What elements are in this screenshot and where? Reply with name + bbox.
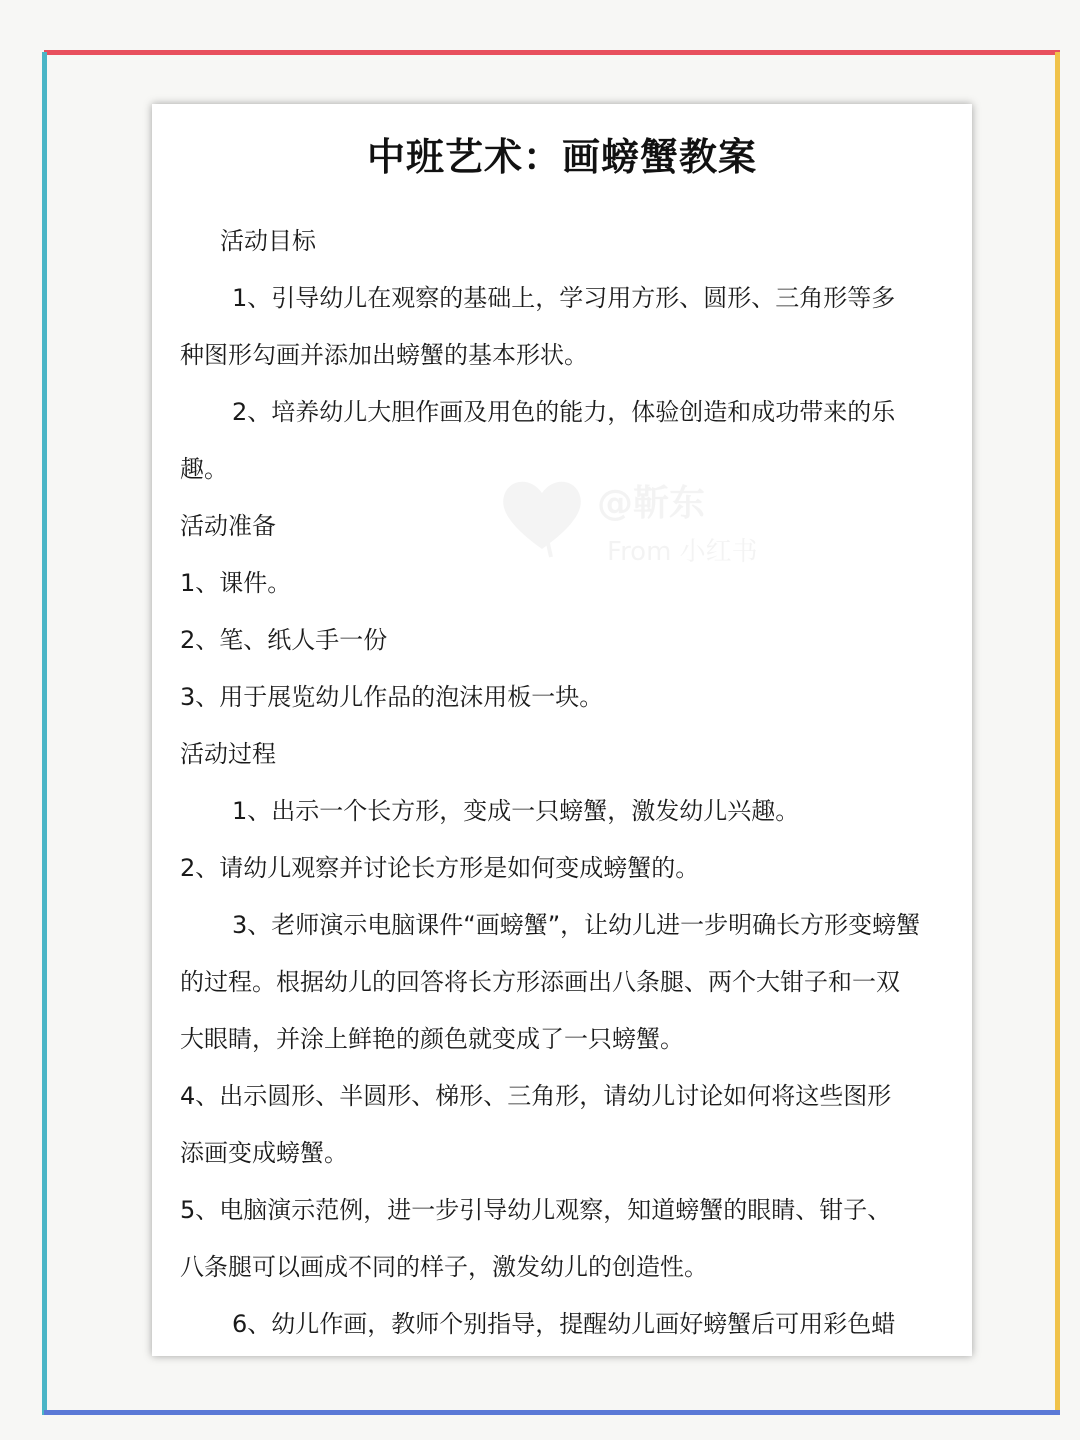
paragraph-line: 3、用于展览幼儿作品的泡沫用板一块。 — [180, 683, 604, 711]
frame-bottom-border — [44, 1410, 1060, 1415]
section-heading-preparation: 活动准备 — [180, 512, 276, 540]
paragraph-line: 趣。 — [180, 455, 228, 483]
document-page — [152, 104, 972, 1356]
paragraph-line: 种图形勾画并添加出螃蟹的基本形状。 — [180, 341, 588, 369]
frame-left-border — [42, 52, 47, 1415]
watermark-name: @靳东 — [597, 483, 706, 524]
paragraph-line: 的过程。根据幼儿的回答将长方形添画出八条腿、两个大钳子和一双 — [180, 968, 900, 996]
section-heading-goals: 活动目标 — [220, 227, 316, 255]
paragraph-line: 八条腿可以画成不同的样子，激发幼儿的创造性。 — [180, 1253, 708, 1281]
paragraph-line: 添画变成螃蟹。 — [180, 1139, 348, 1167]
paragraph-line: 2、培养幼儿大胆作画及用色的能力，体验创造和成功带来的乐 — [232, 398, 896, 426]
paragraph-line: 1、出示一个长方形，变成一只螃蟹，激发幼儿兴趣。 — [232, 797, 800, 825]
paragraph-line: 2、请幼儿观察并讨论长方形是如何变成螃蟹的。 — [180, 854, 700, 882]
paragraph-line: 3、老师演示电脑课件“画螃蟹”，让幼儿进一步明确长方形变螃蟹 — [232, 911, 921, 939]
paragraph-line: 1、课件。 — [180, 569, 292, 597]
paragraph-line: 4、出示圆形、半圆形、梯形、三角形，请幼儿讨论如何将这些图形 — [180, 1082, 892, 1110]
paragraph-line: 1、引导幼儿在观察的基础上，学习用方形、圆形、三角形等多 — [232, 284, 896, 312]
frame-right-border — [1055, 52, 1060, 1415]
frame-top-border — [44, 50, 1060, 55]
paragraph-line: 大眼睛，并涂上鲜艳的颜色就变成了一只螃蟹。 — [180, 1025, 684, 1053]
section-heading-process: 活动过程 — [180, 740, 276, 768]
watermark — [497, 469, 817, 579]
document-title: 中班艺术：画螃蟹教案 — [366, 135, 757, 179]
paragraph-line: 5、电脑演示范例，进一步引导幼儿观察，知道螃蟹的眼睛、钳子、 — [180, 1196, 892, 1224]
watermark-source: From 小红书 — [607, 537, 758, 567]
heart-logo-icon — [497, 469, 587, 559]
paragraph-line: 2、笔、纸人手一份 — [180, 626, 388, 654]
paragraph-line: 6、幼儿作画，教师个别指导，提醒幼儿画好螃蟹后可用彩色蜡 — [232, 1310, 896, 1338]
